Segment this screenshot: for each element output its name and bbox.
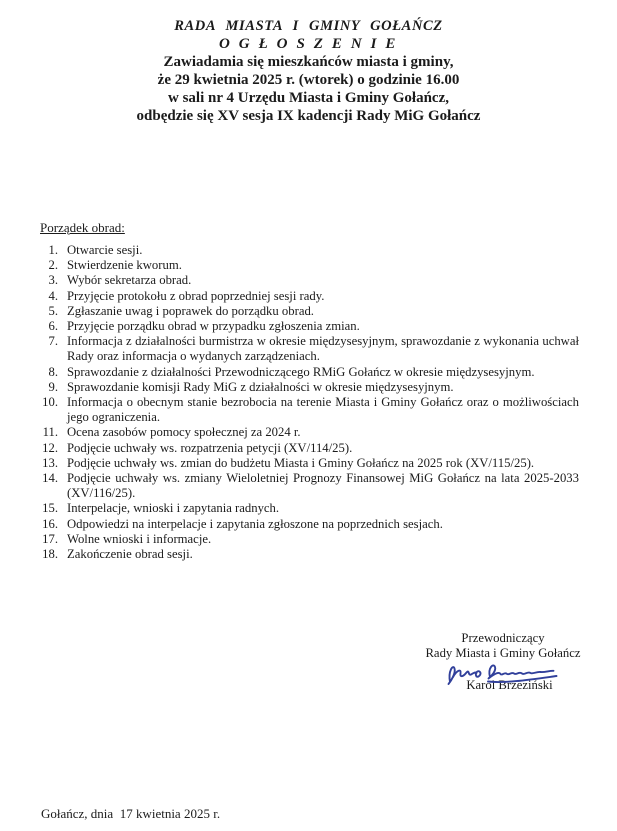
agenda-item-text: Podjęcie uchwały ws. zmian do budżetu Miasta i Gminy Gołańcz na 2025 rok (XV/115/25). xyxy=(67,455,535,470)
document-header xyxy=(0,17,617,125)
agenda-item xyxy=(40,319,579,334)
agenda-item xyxy=(40,532,579,547)
agenda-item-number: 2. xyxy=(48,258,58,273)
agenda-item-text: Otwarcie sesji. xyxy=(67,243,143,257)
agenda-item-number: 4. xyxy=(48,288,58,303)
agenda-item xyxy=(40,258,579,273)
agenda-heading: Porządek obrad: xyxy=(40,220,125,235)
agenda-item-text: Podjęcie uchwały ws. rozpatrzenia petycji (XV/114/25). xyxy=(67,440,353,455)
agenda-item-text: Sprawozdanie komisji Rady MiG z działalności w okresie międzysesyjnym. xyxy=(67,379,454,394)
agenda-item xyxy=(40,380,579,395)
agenda-section xyxy=(40,220,579,562)
agenda-item-text: Przyjęcie protokołu z obrad poprzedniej sesji rady. xyxy=(67,288,325,303)
signer-role-line-1: Przewodniczący xyxy=(461,631,545,645)
agenda-item-number: 18. xyxy=(42,547,58,562)
agenda-item-number: 14. xyxy=(42,471,58,486)
notice-line-3: w sali nr 4 Urzędu Miasta i Gminy Gołańcz, xyxy=(168,90,449,106)
agenda-item-number: 17. xyxy=(42,531,58,546)
agenda-item-text: Podjęcie uchwały ws. zmiany Wieloletniej Prognozy Finansowej MiG Gołańcz na lata 2025-2033 (XV/116/25). xyxy=(67,471,579,501)
org-title: RADA MIASTA I GMINY GOŁAŃCZ xyxy=(174,18,443,34)
announcement-title: O G Ł O S Z E N I E xyxy=(219,36,398,52)
notice-line-4: odbędzie się XV sesja IX kadencji Rady MiG Gołańcz xyxy=(136,108,481,124)
agenda-item-number: 1. xyxy=(48,243,58,257)
agenda-item-text: Sprawozdanie z działalności Przewodniczącego RMiG Gołańcz w okresie międzysesyjnym. xyxy=(67,364,535,379)
agenda-list xyxy=(40,243,579,562)
agenda-item-text: Przyjęcie porządku obrad w przypadku zgłoszenia zmian. xyxy=(67,319,360,334)
agenda-item xyxy=(40,304,579,319)
agenda-item-number: 13. xyxy=(42,455,58,470)
signer-name: Karol Brzeziński xyxy=(466,678,553,693)
agenda-item xyxy=(40,273,579,288)
agenda-item-number: 11. xyxy=(42,425,58,440)
agenda-item-text: Odpowiedzi na interpelacje i zapytania zgłoszone na poprzednich sesjach. xyxy=(67,516,443,531)
notice-line-2: że 29 kwietnia 2025 r. (wtorek) o godzinie 16.00 xyxy=(157,72,460,88)
agenda-item xyxy=(40,289,579,304)
agenda-item-number: 9. xyxy=(48,379,58,394)
agenda-item-text: Zakończenie obrad sesji. xyxy=(67,547,193,562)
agenda-item-text: Stwierdzenie kworum. xyxy=(67,258,182,273)
agenda-item xyxy=(40,547,579,562)
agenda-item-number: 5. xyxy=(48,303,58,318)
agenda-item xyxy=(40,456,579,471)
agenda-item-text: Ocena zasobów pomocy społecznej za 2024 r. xyxy=(67,425,301,440)
signature-block xyxy=(423,631,583,694)
notice-line-1: Zawiadamia się mieszkańców miasta i gminy, xyxy=(163,54,454,70)
agenda-item-number: 7. xyxy=(48,334,58,349)
agenda-item xyxy=(40,334,579,364)
agenda-item xyxy=(40,517,579,532)
signature-area xyxy=(423,678,583,693)
agenda-item-number: 3. xyxy=(48,273,58,288)
agenda-item xyxy=(40,425,579,440)
agenda-item-text: Interpelacje, wnioski i zapytania radnych. xyxy=(67,501,280,516)
agenda-item-text: Wybór sekretarza obrad. xyxy=(67,273,192,288)
agenda-item-text: Zgłaszanie uwag i poprawek do porządku obrad. xyxy=(67,303,314,318)
agenda-item-number: 8. xyxy=(48,364,58,379)
agenda-item xyxy=(40,501,579,516)
agenda-item xyxy=(40,395,579,425)
agenda-item-number: 12. xyxy=(42,440,58,455)
agenda-item-text: Informacja z działalności burmistrza w okresie międzysesyjnym, sprawozdanie z wykonania uchwał Rady oraz informacja o wydanych zarządzeniach. xyxy=(67,334,579,364)
agenda-item-text: Informacja o obecnym stanie bezrobocia na terenie Miasta i Gminy Gołańcz oraz o możliwościach jego ograniczenia. xyxy=(67,395,579,425)
agenda-item xyxy=(40,243,579,258)
signer-role-line-2: Rady Miasta i Gminy Gołańcz xyxy=(425,646,581,661)
agenda-item-number: 16. xyxy=(42,516,58,531)
agenda-item xyxy=(40,365,579,380)
agenda-item-number: 15. xyxy=(42,501,58,516)
agenda-item-number: 6. xyxy=(48,319,58,334)
agenda-item xyxy=(40,441,579,456)
agenda-item-number: 10. xyxy=(42,395,58,410)
agenda-item-text: Wolne wnioski i informacje. xyxy=(67,531,212,546)
document-footer: Gołańcz, dnia 17 kwietnia 2025 r. xyxy=(41,806,221,821)
agenda-item xyxy=(40,471,579,501)
